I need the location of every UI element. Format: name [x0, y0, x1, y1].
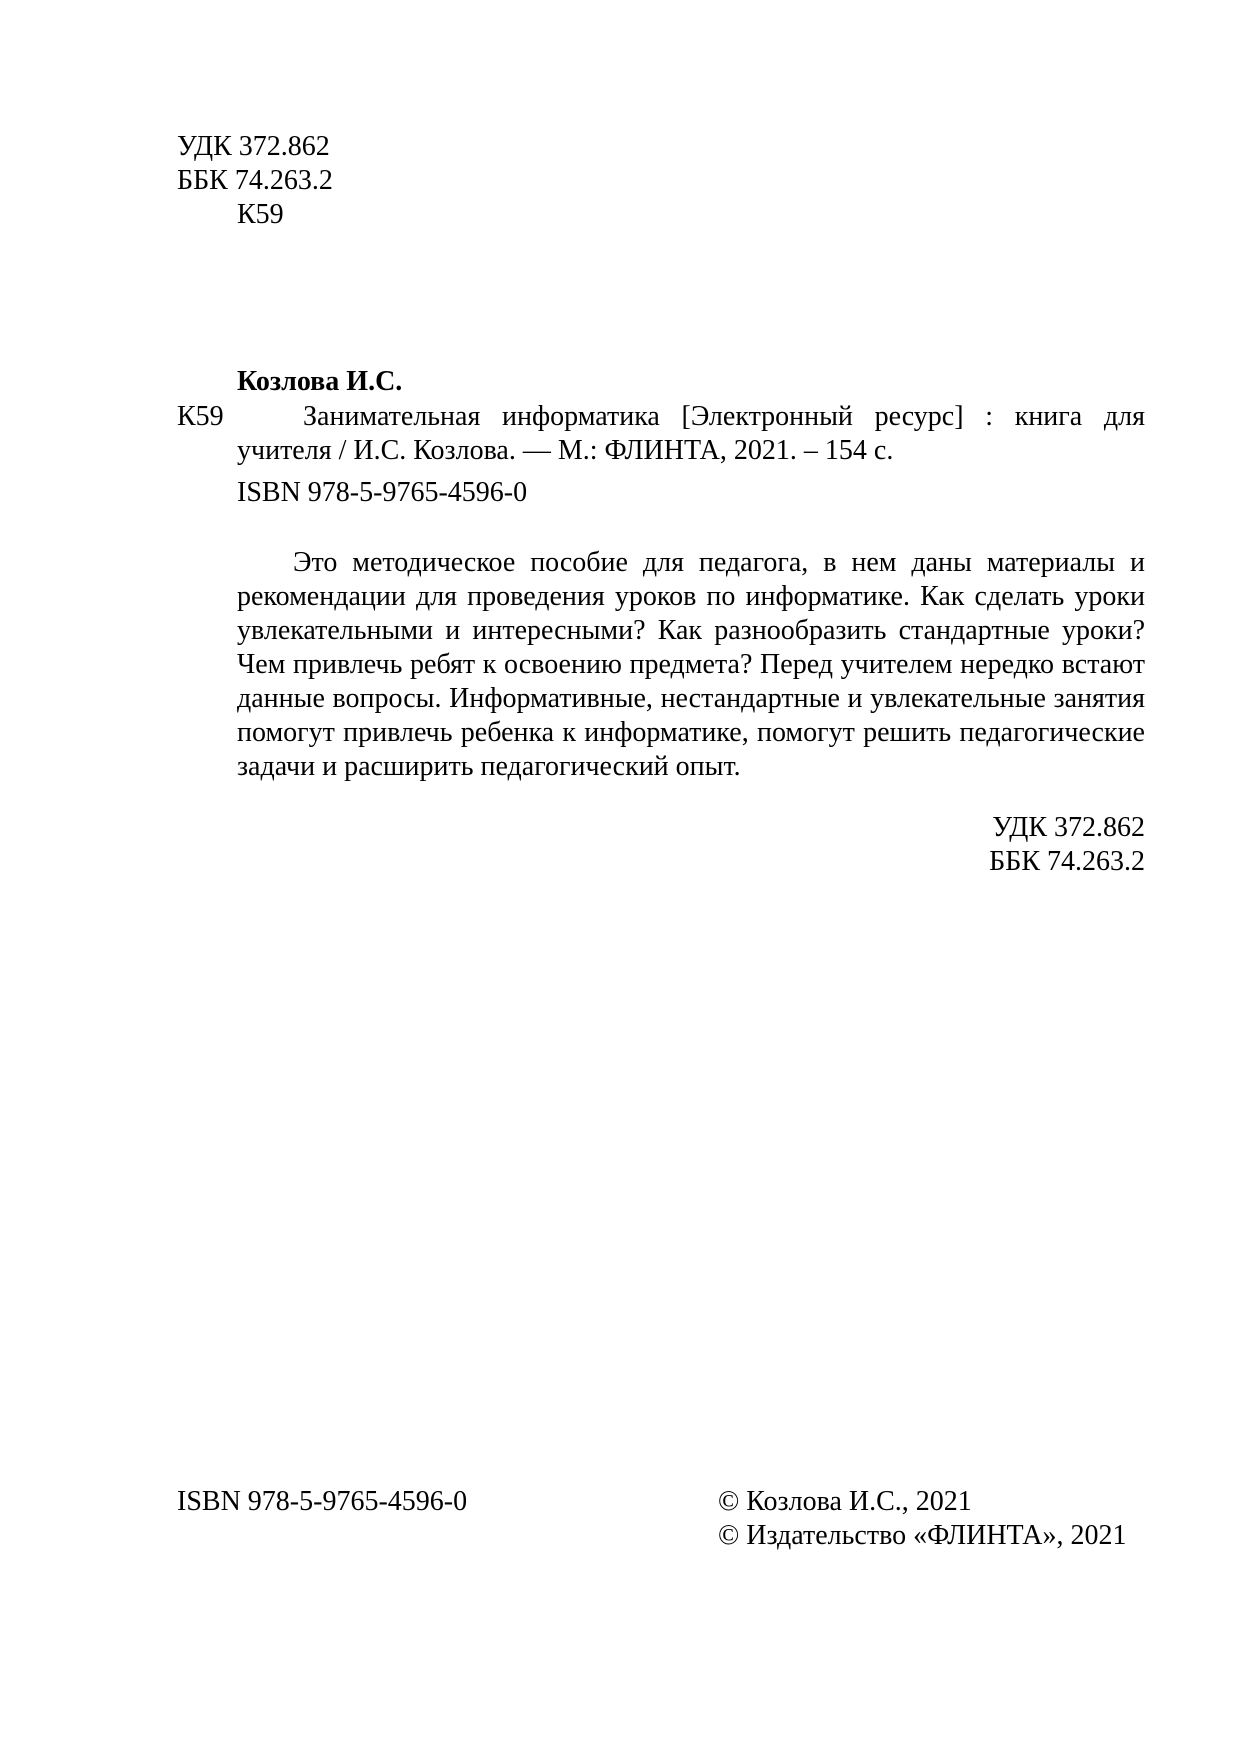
- copyright-block: [718, 1485, 1126, 1553]
- classification-header: [177, 130, 333, 232]
- bbk-code: ББК 74.263.2: [177, 165, 333, 196]
- udk-code: УДК 372.862: [177, 131, 330, 162]
- record-author-mark: К59: [177, 401, 224, 432]
- record-isbn: ISBN 978-5-9765-4596-0: [237, 477, 528, 508]
- copyright-publisher: © Издательство «ФЛИНТА», 2021: [718, 1520, 1127, 1551]
- record-udk: УДК 372.862: [992, 812, 1145, 843]
- footer-isbn: ISBN 978-5-9765-4596-0: [177, 1486, 468, 1517]
- record-author: Козлова И.С.: [237, 366, 403, 397]
- record-title-statement: Занимательная информатика [Электронный ресурс] : книга для учителя / И.С. Козлова. — М.: ФЛИНТА, 2021. – 154 с.: [237, 401, 1145, 466]
- record-abstract: Это методическое пособие для педагога, в нем даны материалы и рекомендации для проведения уроков по информатике. Как сделать уроки увлекательными и интересными? Как разнообразить стандартные уроки? Чем привлечь ребят к освоению предмета? Перед учителем нередко встают данные вопросы. Информативные, нестандартные и увлекательные занятия помогут привлечь ребенка к информатике, помогут решить педагогические задачи и расширить педагогический опыт.: [237, 547, 1145, 782]
- record-bbk: ББК 74.263.2: [989, 846, 1145, 877]
- copyright-author: © Козлова И.С., 2021: [718, 1486, 972, 1517]
- record-classification: [800, 811, 1145, 879]
- author-mark: К59: [237, 199, 284, 230]
